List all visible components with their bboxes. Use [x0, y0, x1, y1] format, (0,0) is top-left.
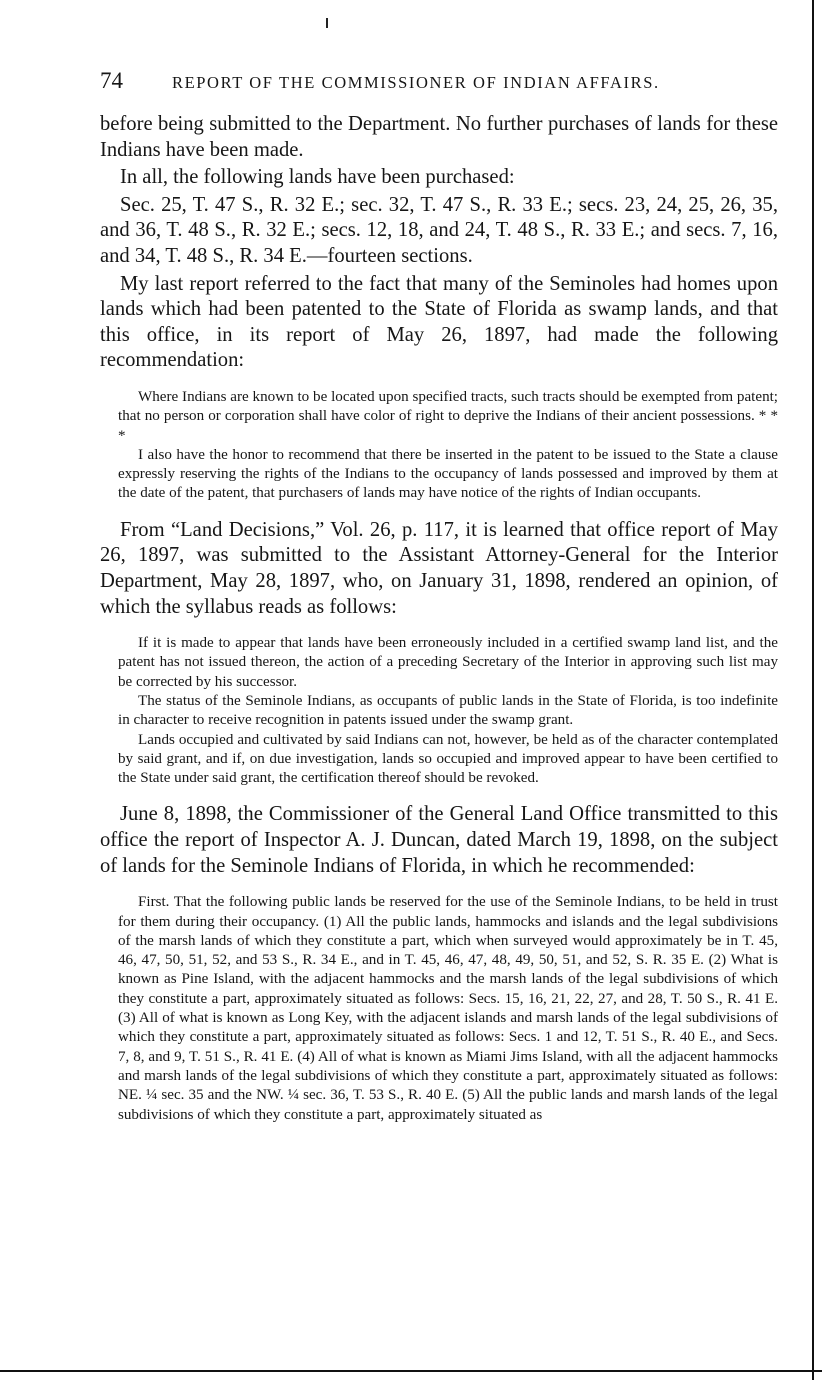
paragraph-last-report: My last report referred to the fact that many of the Seminoles had homes upon lands which had been patented to the State of Florida as swamp lands, and that this office, in its report of May 26, 1897, had made the following recommendation: — [100, 272, 778, 372]
quote-recommendation-2: I also have the honor to recommend that there be inserted in the patent to be issued to the State a clause expressly reserving the rights of the Indians to the occupancy of lands possessed and improved by them at the date of the patent, that purchasers of lands may have notice of the rights of Indian occupants. — [118, 446, 778, 502]
page-edge-bottom — [0, 1370, 822, 1372]
quote-recommendation-1: Where Indians are known to be located upon specified tracts, such tracts should be exempted from patent; that no person or corporation shall have color of right to deprive the Indians of their ancient possessions. * * * — [118, 388, 778, 444]
paragraph-sections-list: Sec. 25, T. 47 S., R. 32 E.; sec. 32, T. 47 S., R. 33 E.; secs. 23, 24, 25, 26, 35, and 36, T. 48 S., R. 32 E.; secs. 12, 18, and 24, T. 48 S., R. 33 E.; and secs. 7, 16, and 34, T. 48 S., R. 34 E.—fourteen sections. — [100, 193, 778, 267]
quote-syllabus-2: The status of the Seminole Indians, as occupants of public lands in the State of Florida, is too indefinite in character to receive recognition in patents issued under the swamp grant. — [118, 692, 778, 729]
paragraph-duncan-report: June 8, 1898, the Commissioner of the General Land Office transmitted to this office the report of Inspector A. J. Duncan, dated March 19, 1898, on the subject of lands for the Seminole Indians of Florida, in which he recommended: — [100, 803, 778, 877]
page-edge-right — [812, 0, 814, 1380]
paragraph-land-decisions: From “Land Decisions,” Vol. 26, p. 117, it is learned that office report of May 26, 1897, was submitted to the Assistant Attorney-General for the Interior Department, May 28, 1897, who, on January 31, 1898, rendered an opinion, of which the syllabus reads as follows: — [100, 518, 778, 618]
paragraph-lands-purchased-intro: In all, the following lands have been purchased: — [120, 166, 515, 189]
page-header — [100, 64, 780, 98]
paragraph-continued: before being submitted to the Department. No further purchases of lands for these Indians have been made. — [100, 113, 778, 161]
quote-duncan-recommendation: First. That the following public lands be reserved for the use of the Seminole Indians, to be held in trust for them during their occupancy. (1) All the public lands, hammocks and islands and the legal subdivisions of the marsh lands of which they constitute a part, which when surveyed would approximately be in T. 45, 46, 47, 50, 51, 52, and 53 S., R. 34 E., and in T. 45, 46, 47, 48, 49, 50, 51, and 52, S. R. 35 E. (2) What is known as Pine Island, with the adjacent hammocks and the marsh lands of the legal subdivisions of which they constitute a part, approximately situated as follows: Secs. 15, 16, 21, 22, 27, and 28, T. 50 S., R. 41 E. (3) All of what is known as Long Key, with the adjacent islands and marsh lands of the legal subdivisions of which they constitute a part, approximately situated as follows: Secs. 1 and 12, T. 51 S., R. 40 E., and Secs. 7, 8, and 9, T. 51 S., R. 41 E. (4) All of what is known as Miami Jims Island, with all the adjacent hammocks and marsh lands of the legal subdivisions of which they constitute a part, approximately situated as follows: NE. ¼ sec. 35 and the NW. ¼ sec. 36, T. 53 S., R. 40 E. (5) All the public lands and marsh lands of the legal subdivisions of which they constitute a part, approximately situated as — [118, 894, 778, 1123]
quote-syllabus-1: If it is made to appear that lands have been erroneously included in a certified swamp land list, and the patent has not issued thereon, the action of a preceding Secretary of the Interior in approving such list may be corrected by his successor. — [118, 635, 778, 690]
scan-mark — [326, 18, 328, 28]
running-head: REPORT OF THE COMMISSIONER OF INDIAN AFFAIRS. — [172, 73, 660, 92]
quote-syllabus-3: Lands occupied and cultivated by said Indians can not, however, be held as of the character contemplated by said grant, and if, on due investigation, lands so occupied and improved appear to have been certified to the State under said grant, the certification thereof should be revoked. — [118, 731, 778, 787]
page-body — [100, 112, 778, 1125]
page-number: 74 — [100, 68, 123, 93]
